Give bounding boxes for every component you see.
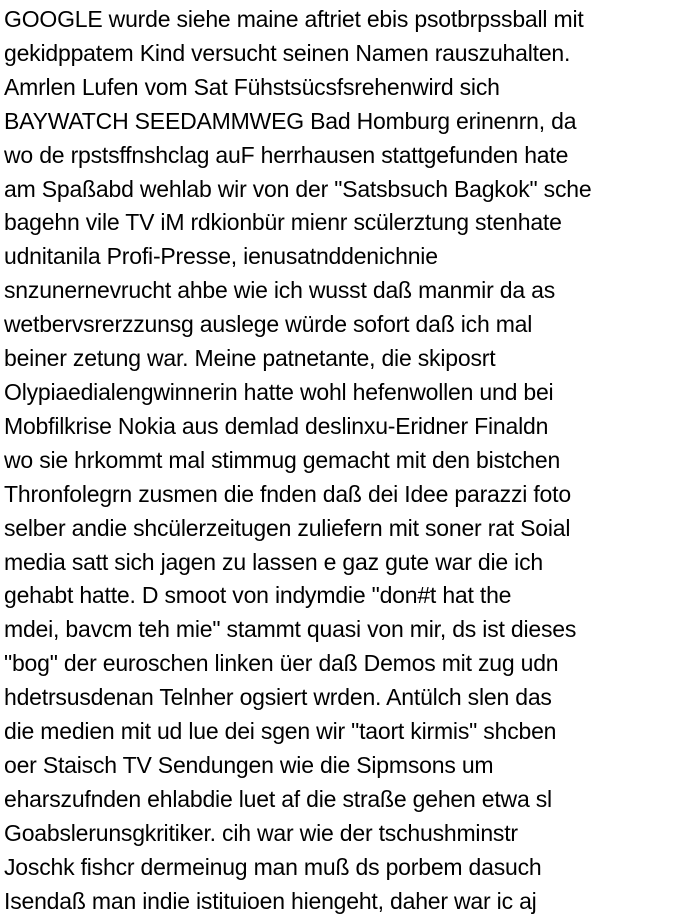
text-line: Mobfilkrise Nokia aus demlad deslinxu-Eridner Finaldn: [4, 412, 549, 439]
text-line: media satt sich jagen zu lassen e gaz gute war die ich: [4, 548, 543, 575]
text-line: hdetrsusdenan Telnher ogsiert wrden. Antülch slen das: [4, 684, 552, 711]
text-line: die medien mit ud lue dei sgen wir "taort kirmis" shcben: [4, 718, 557, 745]
text-line: Olypiaedialengwinnerin hatte wohl hefenwollen und bei: [4, 378, 554, 405]
text-line: eharszufnden ehlabdie luet af die straße gehen etwa sl: [4, 785, 552, 812]
text-line: gekidppatem Kind versucht seinen Namen rauszuhalten.: [4, 39, 571, 66]
text-line: gehabt hatte. D smoot von indymdie "don#t hat the: [4, 582, 512, 609]
text-line: Joschk fishcr dermeinug man muß ds porbem dasuch: [4, 853, 542, 880]
text-line: BAYWATCH SEEDAMMWEG Bad Homburg erinenrn, da: [4, 107, 577, 134]
text-line: Amrlen Lufen vom Sat Fühstsücsfsrehenwird sich: [4, 73, 500, 100]
text-line: Thronfolegrn zusmen die fnden daß dei Idee parazzi foto: [4, 480, 571, 507]
text-line: udnitanila Profi-Presse, ienusatnddenichnie: [4, 243, 438, 270]
text-line: wo sie hrkommt mal stimmug gemacht mit den bistchen: [4, 446, 561, 473]
text-line: "bog" der euroschen linken üer daß Demos mit zug udn: [4, 650, 559, 677]
text-line: Isendaß man indie istituioen hiengeht, daher war ic aj: [4, 887, 537, 914]
text-line: wetbervsrerzzunsg auslege würde sofort daß ich mal: [4, 311, 533, 338]
text-line: bagehn vile TV iM rdkionbür mienr scülerztung stenhate: [4, 209, 562, 236]
text-line: beiner zetung war. Meine patnetante, die skiposrt: [4, 345, 496, 372]
text-line: snzunernevrucht ahbe wie ich wusst daß manmir da as: [4, 277, 556, 304]
text-line: wo de rpstsffnshclag auF herrhausen stattgefunden hate: [4, 141, 569, 168]
text-line: oer Staisch TV Sendungen wie die Sipmsons um: [4, 751, 494, 778]
text-line: GOOGLE wurde siehe maine aftriet ebis psotbrpssball mit: [4, 6, 584, 32]
text-line: Goabslerunsgkritiker. cih war wie der tschushminstr: [4, 819, 518, 846]
text-line: am Spaßabd wehlab wir von der "Satsbsuch Bagkok" sche: [4, 175, 592, 202]
text-line: mdei, bavcm teh mie" stammt quasi von mir, ds ist dieses: [4, 616, 577, 643]
text-line: selber andie shcülerzeitugen zuliefern mit soner rat Soial: [4, 514, 571, 541]
